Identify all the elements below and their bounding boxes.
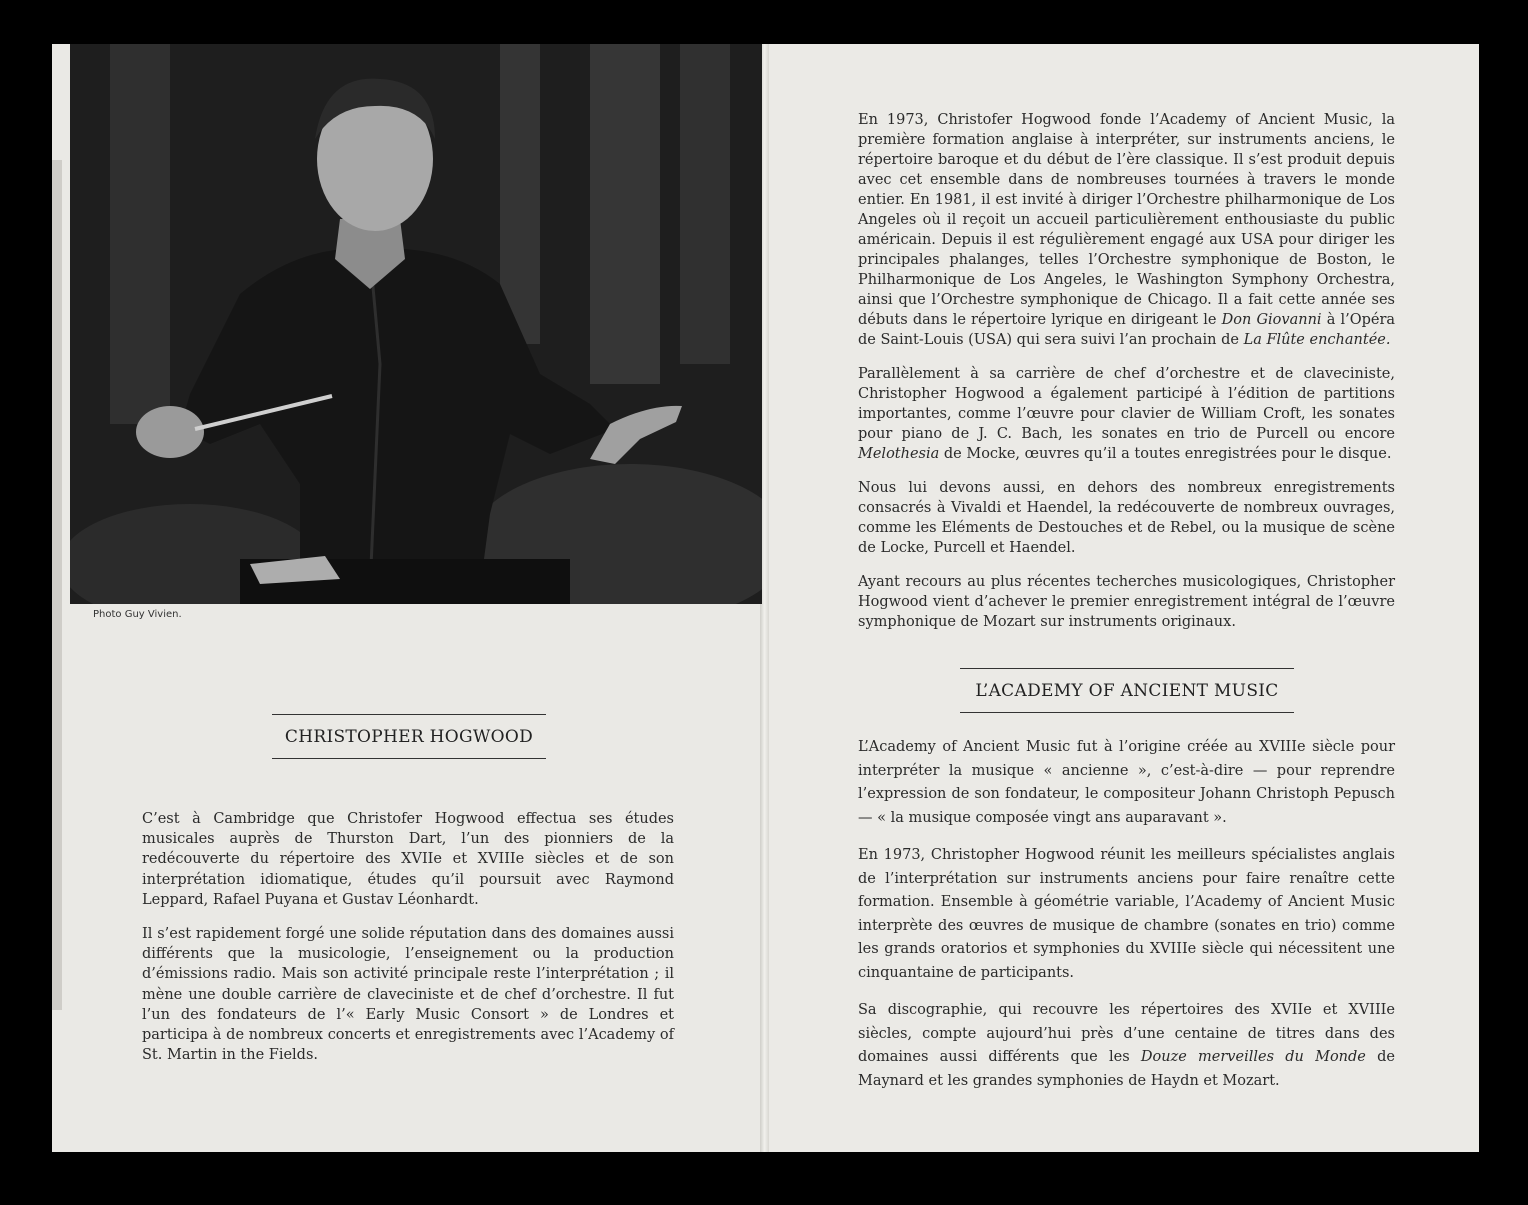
right-p1-text-a: En 1973, Christofer Hogwood fonde l’Academy of Ancient Music, la première formation anglaise à interpréter, sur instruments anciens, le répertoire baroque et du début de l’ère classique. Il s’est produit depuis avec cet ensemble dans de nombreuses tournées à travers le monde entier. En 1981, il est invité à diriger l’Orchestre philharmonique de Los Angeles où il reçoit un accueil particulièrement enthousiaste du public américain. Depuis il est régulièrement engagé aux USA pour diriger les principales phalanges, telles l’Orchestre symphonique de Boston, le Philharmonique de Los Angeles, le Washington Symphony Orchestra, ainsi que l’Orchestre symphonique de Chicago. Il a fait cette année ses débuts dans le répertoire lyrique en dirigeant le bbox=[858, 112, 1395, 328]
right-p1-italic-1: Don Giovanni bbox=[1221, 312, 1322, 328]
right-p7-text-b: de Maynard et les grandes symphonies de Haydn et Mozart. bbox=[858, 1049, 1396, 1089]
right-p2-text-a: Parallèlement à sa carrière de chef d’orchestre et de claveciniste, Christopher Hogwood a également participé à l’édition de partitions importantes, comme l’œuvre pour clavier de William Croft, les sonates pour piano de J. C. Bach, les sonates en trio de Purcell ou encore bbox=[858, 366, 1395, 442]
right-paragraph-4: Ayant recours au plus récentes techerches musicologiques, Christopher Hogwood vient d’achever le premier enregistrement intégral de l’œuvre symphonique de Mozart sur instruments originaux. bbox=[858, 574, 1395, 630]
heading-rule-bottom bbox=[960, 712, 1294, 713]
right-heading-block bbox=[960, 668, 1294, 713]
left-paragraph-2: Il s’est rapidement forgé une solide réputation dans des domaines aussi différents que la musicologie, l’enseignement ou la production d’émissions radio. Mais son activité principale reste l’interprétation ; il mène une double carrière de claveciniste et de chef d’orchestre. Il fut l’un des fondateurs de l’« Early Music Consort » de Londres et participa à de nombreux concerts et enregistrements avec l’Academy of St. Martin in the Fields. bbox=[142, 926, 674, 1064]
right-p1-italic-2: La Flûte enchantée. bbox=[1243, 332, 1391, 348]
right-p7-italic: Douze merveilles du Monde bbox=[1140, 1049, 1366, 1065]
right-paragraph-3: Nous lui devons aussi, en dehors des nombreux enregistrements consacrés à Vivaldi et Haendel, la redécouverte de nombreux ouvrages, comme les Eléments de Destouches et de Rebel, ou la musique de scène de Locke, Purcell et Haendel. bbox=[858, 480, 1395, 556]
right-paragraph-5: L’Academy of Ancient Music fut à l’origine créée au XVIIIe siècle pour interpréter la musique « ancienne », c’est-à-dire — pour reprendre l’expression de son fondateur, le compositeur Johann Christoph Pepusch — « la musique composée vingt ans auparavant ». bbox=[858, 739, 1395, 826]
right-p7-text-a: Sa discographie, qui recouvre les répertoires des XVIIe et XVIIIe siècles, compte aujourd’hui près d’une centaine de titres dans des domaines aussi différents que les bbox=[858, 1002, 1395, 1065]
page-edge bbox=[52, 160, 62, 1010]
left-heading-block bbox=[272, 714, 546, 759]
right-paragraph-1 bbox=[858, 110, 1395, 350]
right-paragraph-6: En 1973, Christopher Hogwood réunit les meilleurs spécialistes anglais de l’interprétation sur instruments anciens pour faire renaître cette formation. Ensemble à géométrie variable, l’Academy of Ancient Music interprète des œuvres de musique de chambre (sonates en trio) comme les grands oratorios et symphonies du XVIIIe siècle qui nécessitent une cinquantaine de participants. bbox=[858, 847, 1395, 981]
section-heading-academy: L’ACADEMY OF ANCIENT MUSIC bbox=[975, 681, 1279, 701]
photo-credit: Photo Guy Vivien. bbox=[93, 609, 182, 620]
right-p1-text-b: à l’Opéra de Saint-Louis (USA) qui sera suivi l’an prochain de bbox=[858, 312, 1396, 348]
heading-rule-bottom bbox=[272, 758, 546, 759]
right-body-top bbox=[858, 110, 1395, 646]
right-paragraph-2 bbox=[858, 364, 1395, 464]
right-p2-italic: Melothesia bbox=[858, 446, 940, 462]
left-body bbox=[142, 809, 674, 1079]
conductor-photo bbox=[70, 44, 762, 604]
section-heading-hogwood: CHRISTOPHER HOGWOOD bbox=[284, 727, 534, 747]
left-paragraph-1: C’est à Cambridge que Christofer Hogwood effectua ses études musicales auprès de Thurston Dart, l’un des pionniers de la redécouverte du répertoire des XVIIe et XVIIIe siècles et de son interprétation idiomatique, études qu’il poursuit avec Raymond Leppard, Rafael Puyana et Gustav Léonhardt. bbox=[142, 811, 674, 908]
right-p2-text-b: de Mocke, œuvres qu’il a toutes enregistrées pour le disque. bbox=[943, 446, 1392, 462]
right-paragraph-7 bbox=[858, 999, 1395, 1093]
right-body-bottom bbox=[858, 736, 1395, 1107]
